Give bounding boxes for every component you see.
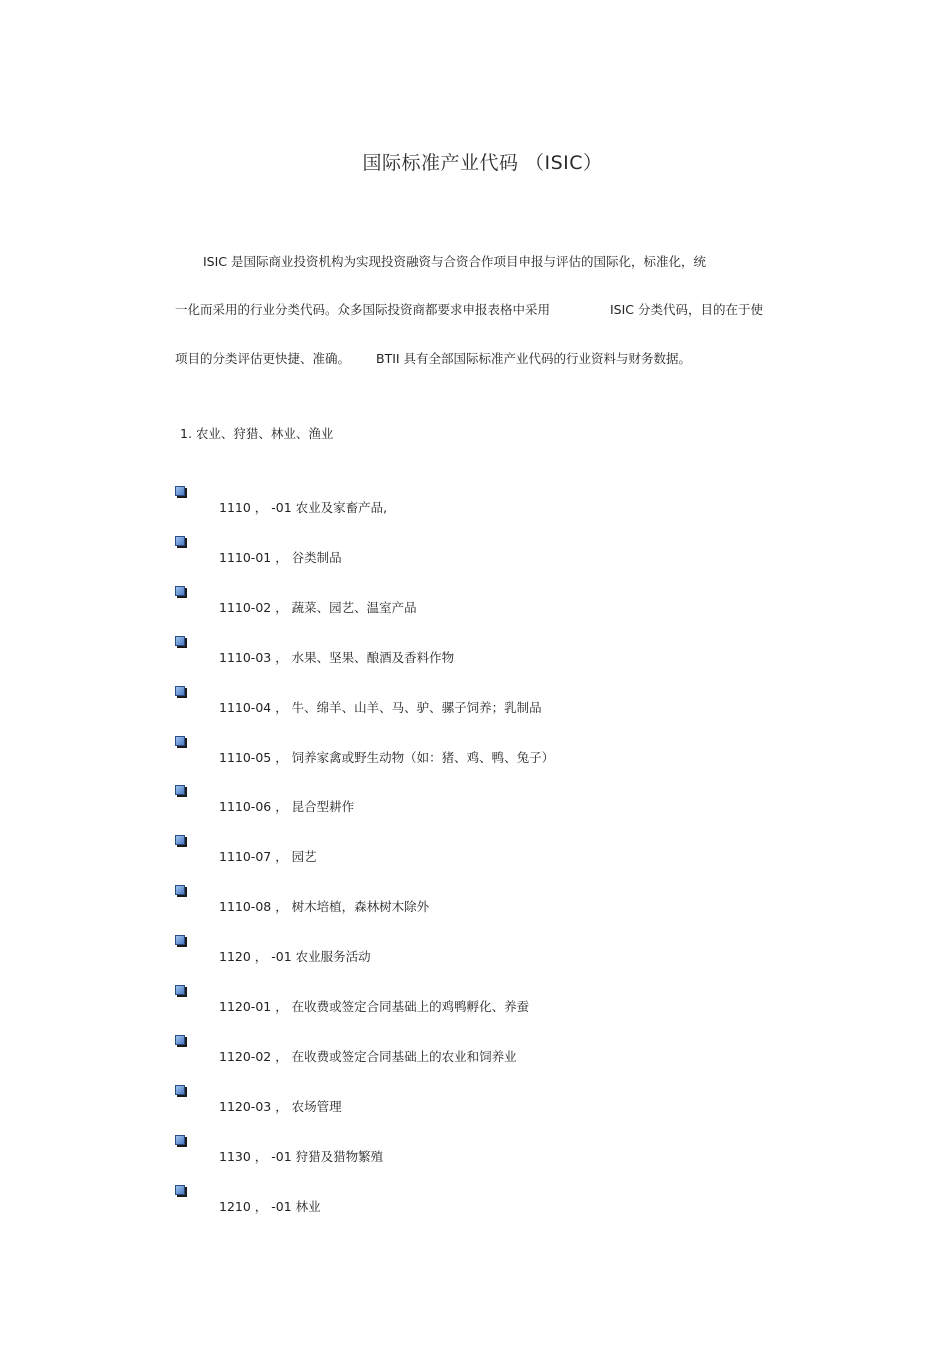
list-item-text: 1110-04 ， 牛、绵羊、山羊、马、驴、骡子饲养；乳制品 xyxy=(219,699,542,715)
list-item xyxy=(0,636,950,676)
list-item-text: 1110-02 ， 蔬菜、园艺、温室产品 xyxy=(219,599,417,615)
list-item-text: 1120-01 ， 在收费或签定合同基础上的鸡鸭孵化、养蚕 xyxy=(219,999,530,1014)
intro-line-1: ISIC 是国际商业投资机构为实现投资融资与合资合作项目申报与评估的国际化，标准化，统 xyxy=(203,254,707,269)
list-item-text: 1120-03 ， 农场管理 xyxy=(219,1098,342,1114)
square-bullet-icon xyxy=(175,985,185,995)
square-bullet-icon xyxy=(175,636,185,646)
square-bullet-icon xyxy=(175,835,185,845)
intro-line-3b: BTII 具有全部国际标准产业代码的行业资料与财务数据。 xyxy=(376,351,692,366)
list-item xyxy=(0,686,950,726)
list-item xyxy=(0,1035,950,1075)
section-heading: 1. 农业、狩猎、林业、渔业 xyxy=(180,426,334,441)
square-bullet-icon xyxy=(175,1135,185,1145)
list-item xyxy=(0,935,950,975)
square-bullet-icon xyxy=(175,586,185,596)
list-item-text: 1120-02 ， 在收费或签定合同基础上的农业和饲养业 xyxy=(219,1048,517,1064)
list-item xyxy=(0,1085,950,1125)
square-bullet-icon xyxy=(175,935,185,945)
list-item xyxy=(0,586,950,626)
square-bullet-icon xyxy=(175,785,185,795)
list-item xyxy=(0,985,950,1025)
list-item-text: 1110-06 ， 昆合型耕作 xyxy=(219,799,355,815)
list-item-text: 1110 ， -01 农业及家畜产品, xyxy=(219,500,388,515)
list-item xyxy=(0,885,950,925)
list-item-text: 1110-05 ， 饲养家禽或野生动物（如：猪、鸡、鸭、兔子） xyxy=(219,749,555,765)
list-item xyxy=(0,736,950,776)
list-item xyxy=(0,785,950,825)
square-bullet-icon xyxy=(175,486,185,496)
list-item xyxy=(0,835,950,875)
list-item-text: 1110-01 ， 谷类制品 xyxy=(219,549,342,565)
list-item-text: 1130 ， -01 狩猎及猎物繁殖 xyxy=(219,1148,384,1164)
list-item-text: 1110-03 ， 水果、坚果、酿酒及香料作物 xyxy=(219,649,455,665)
intro-line-3a: 项目的分类评估更快捷、准确。 xyxy=(175,351,351,366)
list-item xyxy=(0,1185,950,1225)
square-bullet-icon xyxy=(175,1035,185,1045)
square-bullet-icon xyxy=(175,536,185,546)
list-item xyxy=(0,536,950,576)
square-bullet-icon xyxy=(175,885,185,895)
list-item-text: 1120 ， -01 农业服务活动 xyxy=(219,949,371,965)
square-bullet-icon xyxy=(175,736,185,746)
list-item xyxy=(0,486,950,526)
square-bullet-icon xyxy=(175,686,185,696)
list-item-text: 1110-07 ， 园艺 xyxy=(219,849,317,865)
list-item xyxy=(0,1135,950,1175)
list-item-text: 1210 ， -01 林业 xyxy=(219,1198,321,1214)
page-title: 国际标准产业代码 （ISIC） xyxy=(362,152,603,174)
list-item-text: 1110-08 ， 树木培植，森林树木除外 xyxy=(219,899,430,915)
intro-line-2b: ISIC 分类代码，目的在于使 xyxy=(610,302,764,317)
square-bullet-icon xyxy=(175,1085,185,1095)
square-bullet-icon xyxy=(175,1185,185,1195)
intro-line-2a: 一化而采用的行业分类代码。众多国际投资商都要求申报表格中采用 xyxy=(175,302,551,317)
